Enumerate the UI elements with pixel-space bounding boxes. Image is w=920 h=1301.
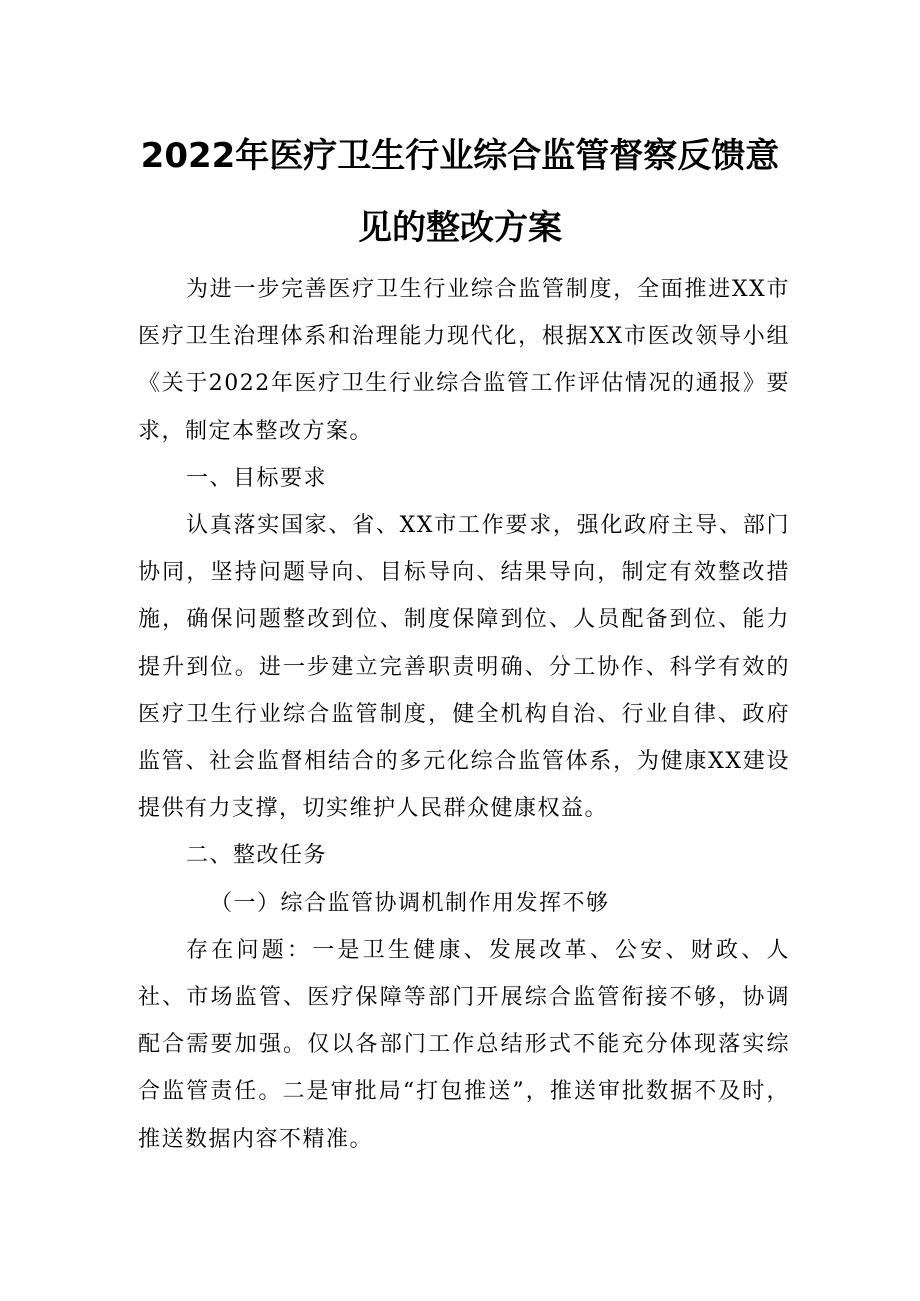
- section-heading-objectives: 一、目标要求: [186, 465, 328, 491]
- subsection-heading-1: （一）综合监管协调机制作用发挥不够: [210, 890, 610, 916]
- document-body: [138, 266, 790, 1163]
- document-title-line-1: 2022年医疗卫生行业综合监管督察反馈意: [140, 136, 780, 176]
- objectives-paragraph: 认真落实国家、省、XX市工作要求，强化政府主导、部门协同，坚持问题导向、目标导向、结果导向，制定有效整改措施，确保问题整改到位、制度保障到位、人员配备到位、能力提升到位。进一步建立完善职责明确、分工协作、科学有效的医疗卫生行业综合监管制度，健全机构自治、行业自律、政府监管、社会监督相结合的多元化综合监管体系，为健康XX建设提供有力支撑，切实维护人民群众健康权益。: [138, 513, 790, 822]
- intro-paragraph: 为进一步完善医疗卫生行业综合监管制度，全面推进XX市医疗卫生治理体系和治理能力现代化，根据XX市医改领导小组《关于2022年医疗卫生行业综合监管工作评估情况的通报》要求，制定本整改方案。: [138, 277, 790, 444]
- document-title-line-2: 见的整改方案: [358, 208, 562, 248]
- section-heading-tasks: 二、整改任务: [186, 843, 328, 869]
- problems-paragraph: 存在问题：一是卫生健康、发展改革、公安、财政、人社、市场监管、医疗保障等部门开展综合监管衔接不够，协调配合需要加强。仅以各部门工作总结形式不能充分体现落实综合监管责任。二是审批局“打包推送”，推送审批数据不及时，推送数据内容不精准。: [138, 937, 790, 1152]
